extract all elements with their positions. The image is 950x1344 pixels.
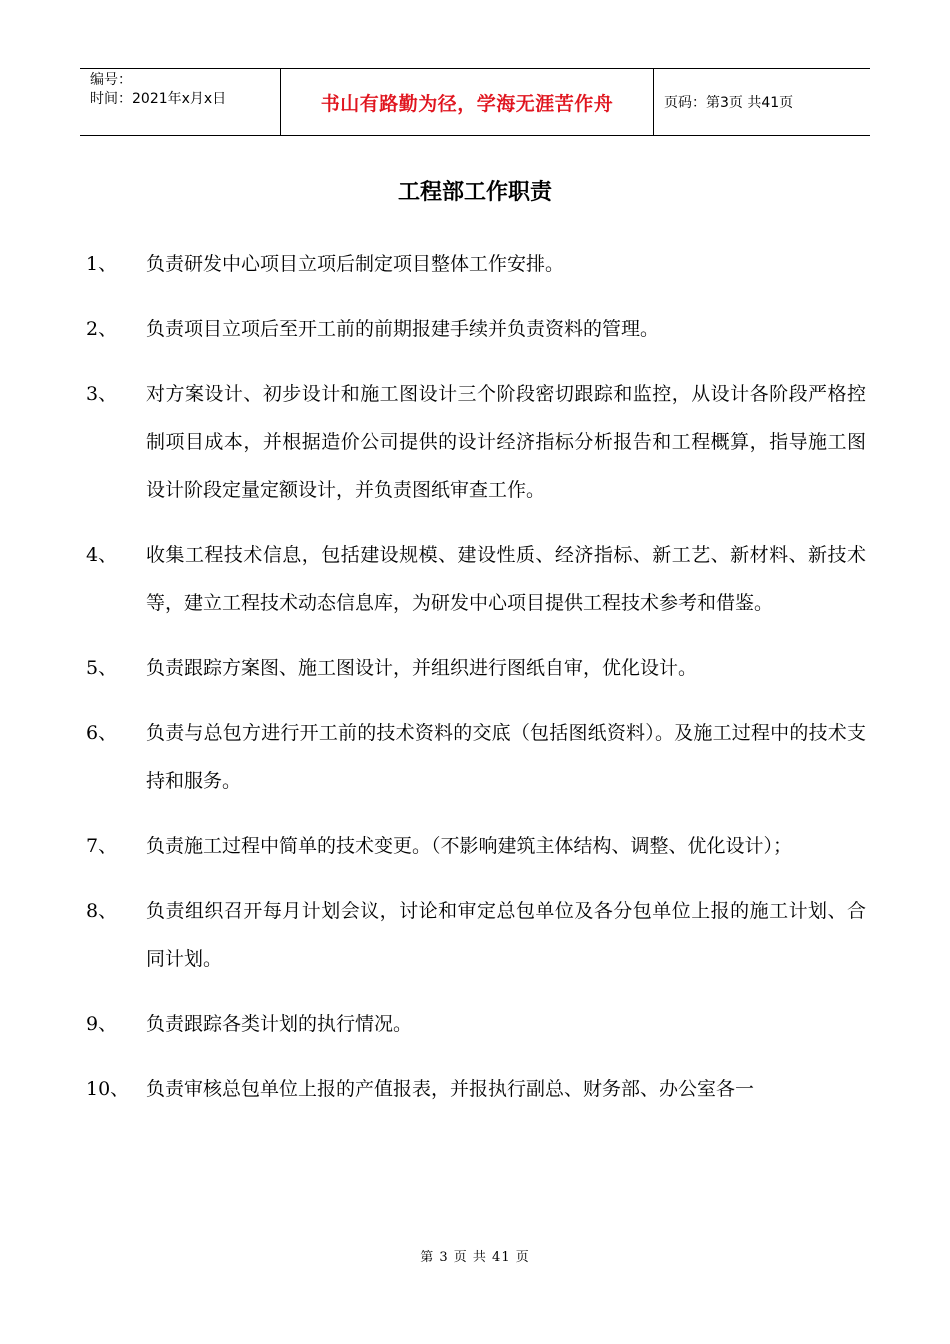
- item-text: 负责组织召开每月计划会议，讨论和审定总包单位及各分包单位上报的施工计划、合同计划。: [146, 900, 866, 970]
- item-number: 10、: [86, 1078, 130, 1100]
- list-item: [86, 822, 870, 870]
- item-number: 2、: [86, 318, 118, 340]
- list-item: [86, 370, 870, 514]
- item-text: 负责研发中心项目立项后制定项目整体工作安排。: [146, 253, 565, 275]
- item-number: 6、: [86, 722, 118, 744]
- page-footer: 第 3 页 共 41 页: [420, 1250, 530, 1265]
- list-item: [86, 531, 870, 627]
- header-page-info: 页码：第3页 共41页: [664, 95, 794, 111]
- item-text: 负责项目立项后至开工前的前期报建手续并负责资料的管理。: [146, 318, 660, 340]
- header-table: [80, 68, 870, 136]
- item-number: 9、: [86, 1013, 118, 1035]
- header-meta-cell: [80, 69, 281, 135]
- doc-number-label: 编号：: [90, 72, 132, 88]
- item-number: 4、: [86, 544, 118, 566]
- item-text: 负责与总包方进行开工前的技术资料的交底（包括图纸资料）。及施工过程中的技术支持和服务。: [146, 722, 866, 792]
- item-number: 8、: [86, 900, 118, 922]
- duty-list: [86, 240, 870, 1130]
- list-item: [86, 1065, 870, 1113]
- item-number: 3、: [86, 383, 118, 405]
- list-item: [86, 240, 870, 288]
- item-text: 负责跟踪各类计划的执行情况。: [146, 1013, 413, 1035]
- item-number: 5、: [86, 657, 118, 679]
- item-text: 收集工程技术信息，包括建设规模、建设性质、经济指标、新工艺、新材料、新技术等，建立工程技术动态信息库，为研发中心项目提供工程技术参考和借鉴。: [146, 544, 866, 614]
- item-number: 1、: [86, 253, 118, 275]
- document-title: 工程部工作职责: [397, 180, 552, 205]
- list-item: [86, 644, 870, 692]
- item-text: 负责施工过程中简单的技术变更。（不影响建筑主体结构、调整、优化设计）；: [146, 835, 793, 857]
- item-text: 负责审核总包单位上报的产值报表，并报执行副总、财务部、办公室各一: [146, 1078, 755, 1100]
- doc-date-label: 时间：2021年x月x日: [90, 91, 227, 107]
- list-item: [86, 305, 870, 353]
- item-number: 7、: [86, 835, 118, 857]
- list-item: [86, 1000, 870, 1048]
- item-text: 对方案设计、初步设计和施工图设计三个阶段密切跟踪和监控，从设计各阶段严格控制项目成本，并根据造价公司提供的设计经济指标分析报告和工程概算，指导施工图设计阶段定量定额设计，并负责图纸审查工作。: [146, 383, 866, 501]
- list-item: [86, 887, 870, 983]
- item-text: 负责跟踪方案图、施工图设计，并组织进行图纸自审，优化设计。: [146, 657, 698, 679]
- header-motto: 书山有路勤为径，学海无涯苦作舟: [281, 69, 654, 135]
- list-item: [86, 709, 870, 805]
